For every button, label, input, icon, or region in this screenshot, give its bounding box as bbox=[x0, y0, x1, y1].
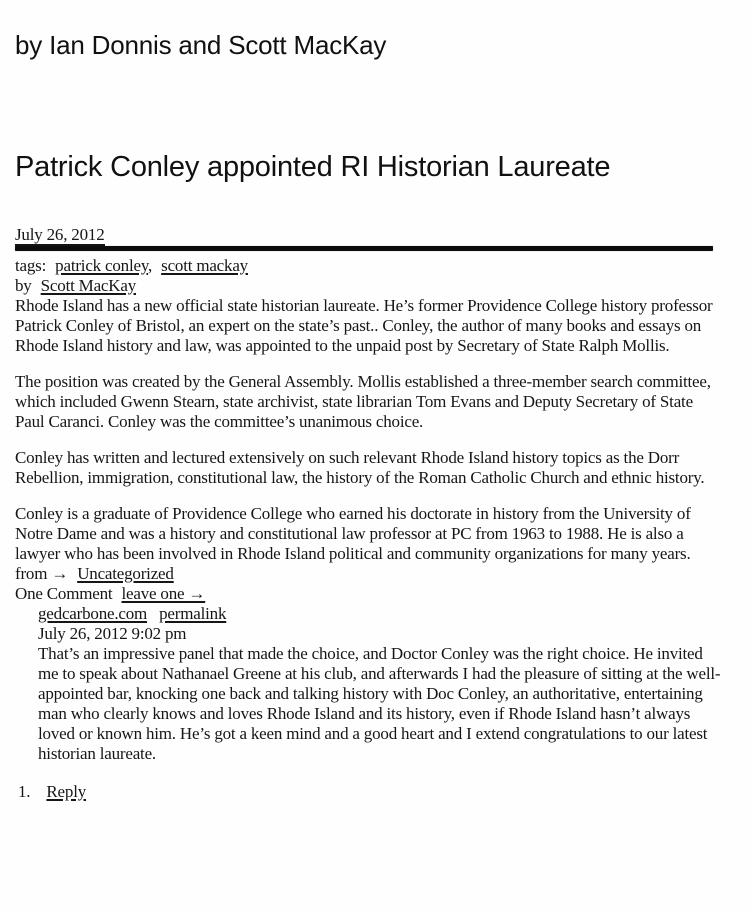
paragraph-3: Conley has written and lectured extensively on such relevant Rhode Island history topics as the Dorr Rebellion, immigration, constitutional law, the history of the Roman Catholic Church and ethnic history. bbox=[15, 448, 705, 487]
comments-row bbox=[15, 584, 725, 604]
post-date-link[interactable]: July 26, 2012 bbox=[15, 225, 105, 244]
comment-count-label: One Comment bbox=[15, 584, 113, 603]
author-row bbox=[15, 276, 725, 296]
page-byline: by Ian Donnis and Scott MacKay bbox=[15, 30, 387, 60]
tags-label: tags: bbox=[15, 256, 47, 275]
tag-link-patrick-conley[interactable]: patrick conley bbox=[55, 256, 149, 275]
paragraph-4: Conley is a graduate of Providence College who earned his doctorate in history from the University of Notre Dame and was a history and constitutional law professor at PC from 1963 to 1988. He is also a lawyer who has been involved in Rhode Island political and community organizations for many years. bbox=[15, 504, 691, 563]
right-arrow-icon: → bbox=[51, 564, 69, 583]
comment-author-row bbox=[38, 604, 725, 624]
comment-timestamp: July 26, 2012 9:02 pm bbox=[38, 624, 187, 643]
post-title: Patrick Conley appointed RI Historian Laureate bbox=[15, 151, 611, 183]
commenter-site-link[interactable]: gedcarbone.com bbox=[38, 604, 148, 623]
comment-block bbox=[15, 604, 725, 764]
category-link[interactable]: Uncategorized bbox=[77, 564, 174, 583]
leave-comment-link[interactable]: leave one → bbox=[121, 584, 206, 603]
category-row bbox=[15, 564, 725, 584]
comment-permalink-link[interactable]: permalink bbox=[159, 604, 227, 623]
reply-row bbox=[15, 782, 725, 802]
horizontal-rule bbox=[15, 246, 713, 251]
from-label: from bbox=[15, 564, 48, 583]
paragraph-1: Rhode Island has a new official state historian laureate. He’s former Providence College history professor Patrick Conley of Bristol, an expert on the state’s past.. Conley, the author of many books and essays on Rhode Island history and law, was appointed to the unpaid post by Secretary of State Ralph Mollis. bbox=[15, 296, 713, 355]
author-link[interactable]: Scott MacKay bbox=[40, 276, 136, 295]
tags-row bbox=[15, 256, 725, 276]
post-date-row bbox=[15, 225, 725, 245]
reply-link[interactable]: Reply bbox=[46, 782, 87, 801]
tag-separator: , bbox=[148, 256, 153, 275]
comment-body: That’s an impressive panel that made the choice, and Doctor Conley was the right choice. He invited me to speak about Nathanael Greene at his club, and afterwards I had the pleasure of sitting at the well-appointed bar, knocking one back and talking history with Doc Conley, an authoritative, entertaining man who clearly knows and loves Rhode Island and its history, even if Rhode Island hasn’t always loved or known him. He’s got a keen mind and a good heart and I extend congratulations to our latest historian laureate. bbox=[38, 644, 721, 763]
author-prefix: by bbox=[15, 276, 32, 295]
paragraph-2: The position was created by the General Assembly. Mollis established a three-member search committee, which included Gwenn Stearn, state archivist, state librarian Tom Evans and Deputy Secretary of State Paul Caranci. Conley was the committee’s unanimous choice. bbox=[15, 372, 711, 431]
reply-list-number: 1. bbox=[18, 782, 31, 801]
tag-link-scott-mackay[interactable]: scott mackay bbox=[161, 256, 248, 275]
